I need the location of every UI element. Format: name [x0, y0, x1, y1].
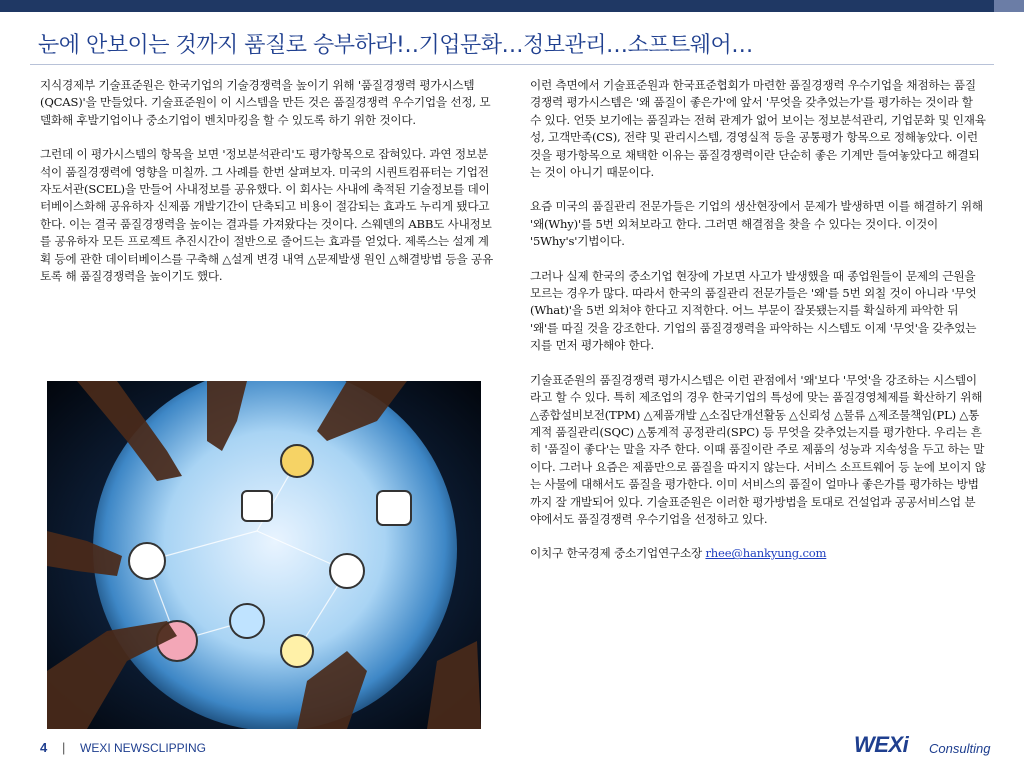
top-bar [0, 0, 1024, 12]
logo-consulting-text: Consulting [929, 741, 991, 756]
footer-separator: | [62, 740, 66, 755]
wexi-logo [854, 732, 1004, 760]
byline-author: 이치구 한국경제 중소기업연구소장 [530, 546, 706, 561]
paragraph: 이런 측면에서 기술표준원과 한국표준협회가 마련한 품질경쟁력 우수기업을 채점하는 품질경쟁력 평가시스템은 '왜 품질이 좋은가'에 앞서 '무엇을 갖추었는가'를 평가하는 것이라 할 수 있다. 언뜻 보기에는 품질과는 전혀 관계가 없어 보이는 정보분석관리, 기업문화 및 인재육성, 고객만족(CS), 전략 및 관리시스템, 경영실적 등을 공통평가 항목으로 정해놓았다. 이런 것을 평가항목으로 채택한 이유는 품질경쟁력이란 단순히 좋은 기계만 들여놓았다고 해결되는 것이 아니기 때문이다. [530, 78, 986, 180]
title-divider [30, 64, 994, 65]
right-column [530, 77, 986, 580]
byline [530, 545, 986, 562]
logo-wexi-text: WEXi [854, 732, 909, 757]
page-number: 4 [40, 740, 48, 755]
footer-label: WEXI NEWSCLIPPING [80, 741, 207, 755]
paragraph: 지식경제부 기술표준원은 한국기업의 기술경쟁력을 높이기 위해 '품질경쟁력 평가시스템(QCAS)'을 만들었다. 기술표준원이 이 시스템을 만든 것은 품질경쟁력 우수기업을 선정, 모델화해 후발기업이나 중소기업이 벤치마킹을 할 수 있도록 하기 위한 것이다. [40, 78, 491, 127]
page-title: 눈에 안보이는 것까지 품질로 승부하라!‥기업문화…정보관리…소프트웨어… [38, 33, 753, 58]
email-link[interactable]: rhee@hankyung.com [705, 546, 827, 561]
paragraph: 그러나 실제 한국의 중소기업 현장에 가보면 사고가 발생했을 때 종업원들이 문제의 근원을 모르는 경우가 많다. 따라서 한국의 품질관리 전문가들은 '왜'를 5번 외칠 것이 아니라 '무엇(What)'을 5번 외쳐야 한다고 지적한다. 어느 부문이 잘못됐는지를 확실하게 파악한 뒤 '왜'를 따질 것을 강조한다. 기업의 품질경쟁력을 파악하는 시스템도 이제 '무엇'을 갖추었는지를 먼저 평가해야 한다. [530, 268, 977, 353]
paragraph: 요즘 미국의 품질관리 전문가들은 기업의 생산현장에서 문제가 발생하면 이를 해결하기 위해 '왜(Why)'를 5번 외쳐보라고 한다. 그러면 해결점을 찾을 수 있다는 것이다. 이것이 '5Why's'기법이다. [530, 199, 983, 249]
photo-touch-table [47, 381, 481, 729]
left-column [40, 77, 496, 302]
top-bar-accent [994, 0, 1024, 12]
paragraph: 그런데 이 평가시스템의 항목을 보면 '정보분석관리'도 평가항목으로 잡혀있다. 과연 정보분석이 품질경쟁력에 영향을 미칠까. 그 사례를 한번 살펴보자. 미국의 시퀀트컴퓨터는 기업전자도서관(SCEL)을 만들어 사내정보를 공유했다. 이 회사는 사내에 축적된 기술정보를 데이터베이스화해 공유하자 신제품 개발기간이 단축되고 비용이 절감되는 효과도 누리게 됐다고 한다. 이는 결국 품질경쟁력을 높이는 결과를 가져왔다는 것이다. 스웨덴의 ABB도 사내정보를 공유하자 모든 프로젝트 추진시간이 절반으로 줄어드는 효과를 얻었다. 제록스는 설계 계획 등에 관한 데이터베이스를 구축해 △설계 변경 내역 △문제발생 원인 △해결방법 등을 공유토록 해 품질경쟁력을 높이기도 했다. [40, 147, 493, 284]
paragraph: 기술표준원의 품질경쟁력 평가시스템은 이런 관점에서 '왜'보다 '무엇'을 강조하는 시스템이라고 할 수 있다. 특히 제조업의 경우 한국기업의 특성에 맞는 품질경영체제를 확산하기 위해 △종합설비보전(TPM) △제품개발 △소집단개선활동 △신뢰성 △물류 △제조물책임(PL) △통계적 품질관리(SQC) △통계적 공정관리(SPC) 등 무엇을 갖추었는지를 평가한다. 우리는 흔히 '품질이 좋다'는 말을 자주 한다. 이때 품질이란 주로 제품의 성능과 지속성을 두고 하는 말이다. 그러나 요즘은 제품만으로 품질을 따지지 않는다. 서비스 소프트웨어 등 눈에 보이지 않는 사물에 대해서도 품질을 평가한다. 이미 서비스의 품질이 얼마나 좋은가를 평가하는 방법까지 잘 개발되어 있다. 기술표준원은 이러한 평가방법을 토대로 건설업과 공공서비스업 분야에서도 품질경쟁력 우수기업을 선정하고 있다. [530, 372, 986, 526]
article-photo [47, 381, 481, 729]
